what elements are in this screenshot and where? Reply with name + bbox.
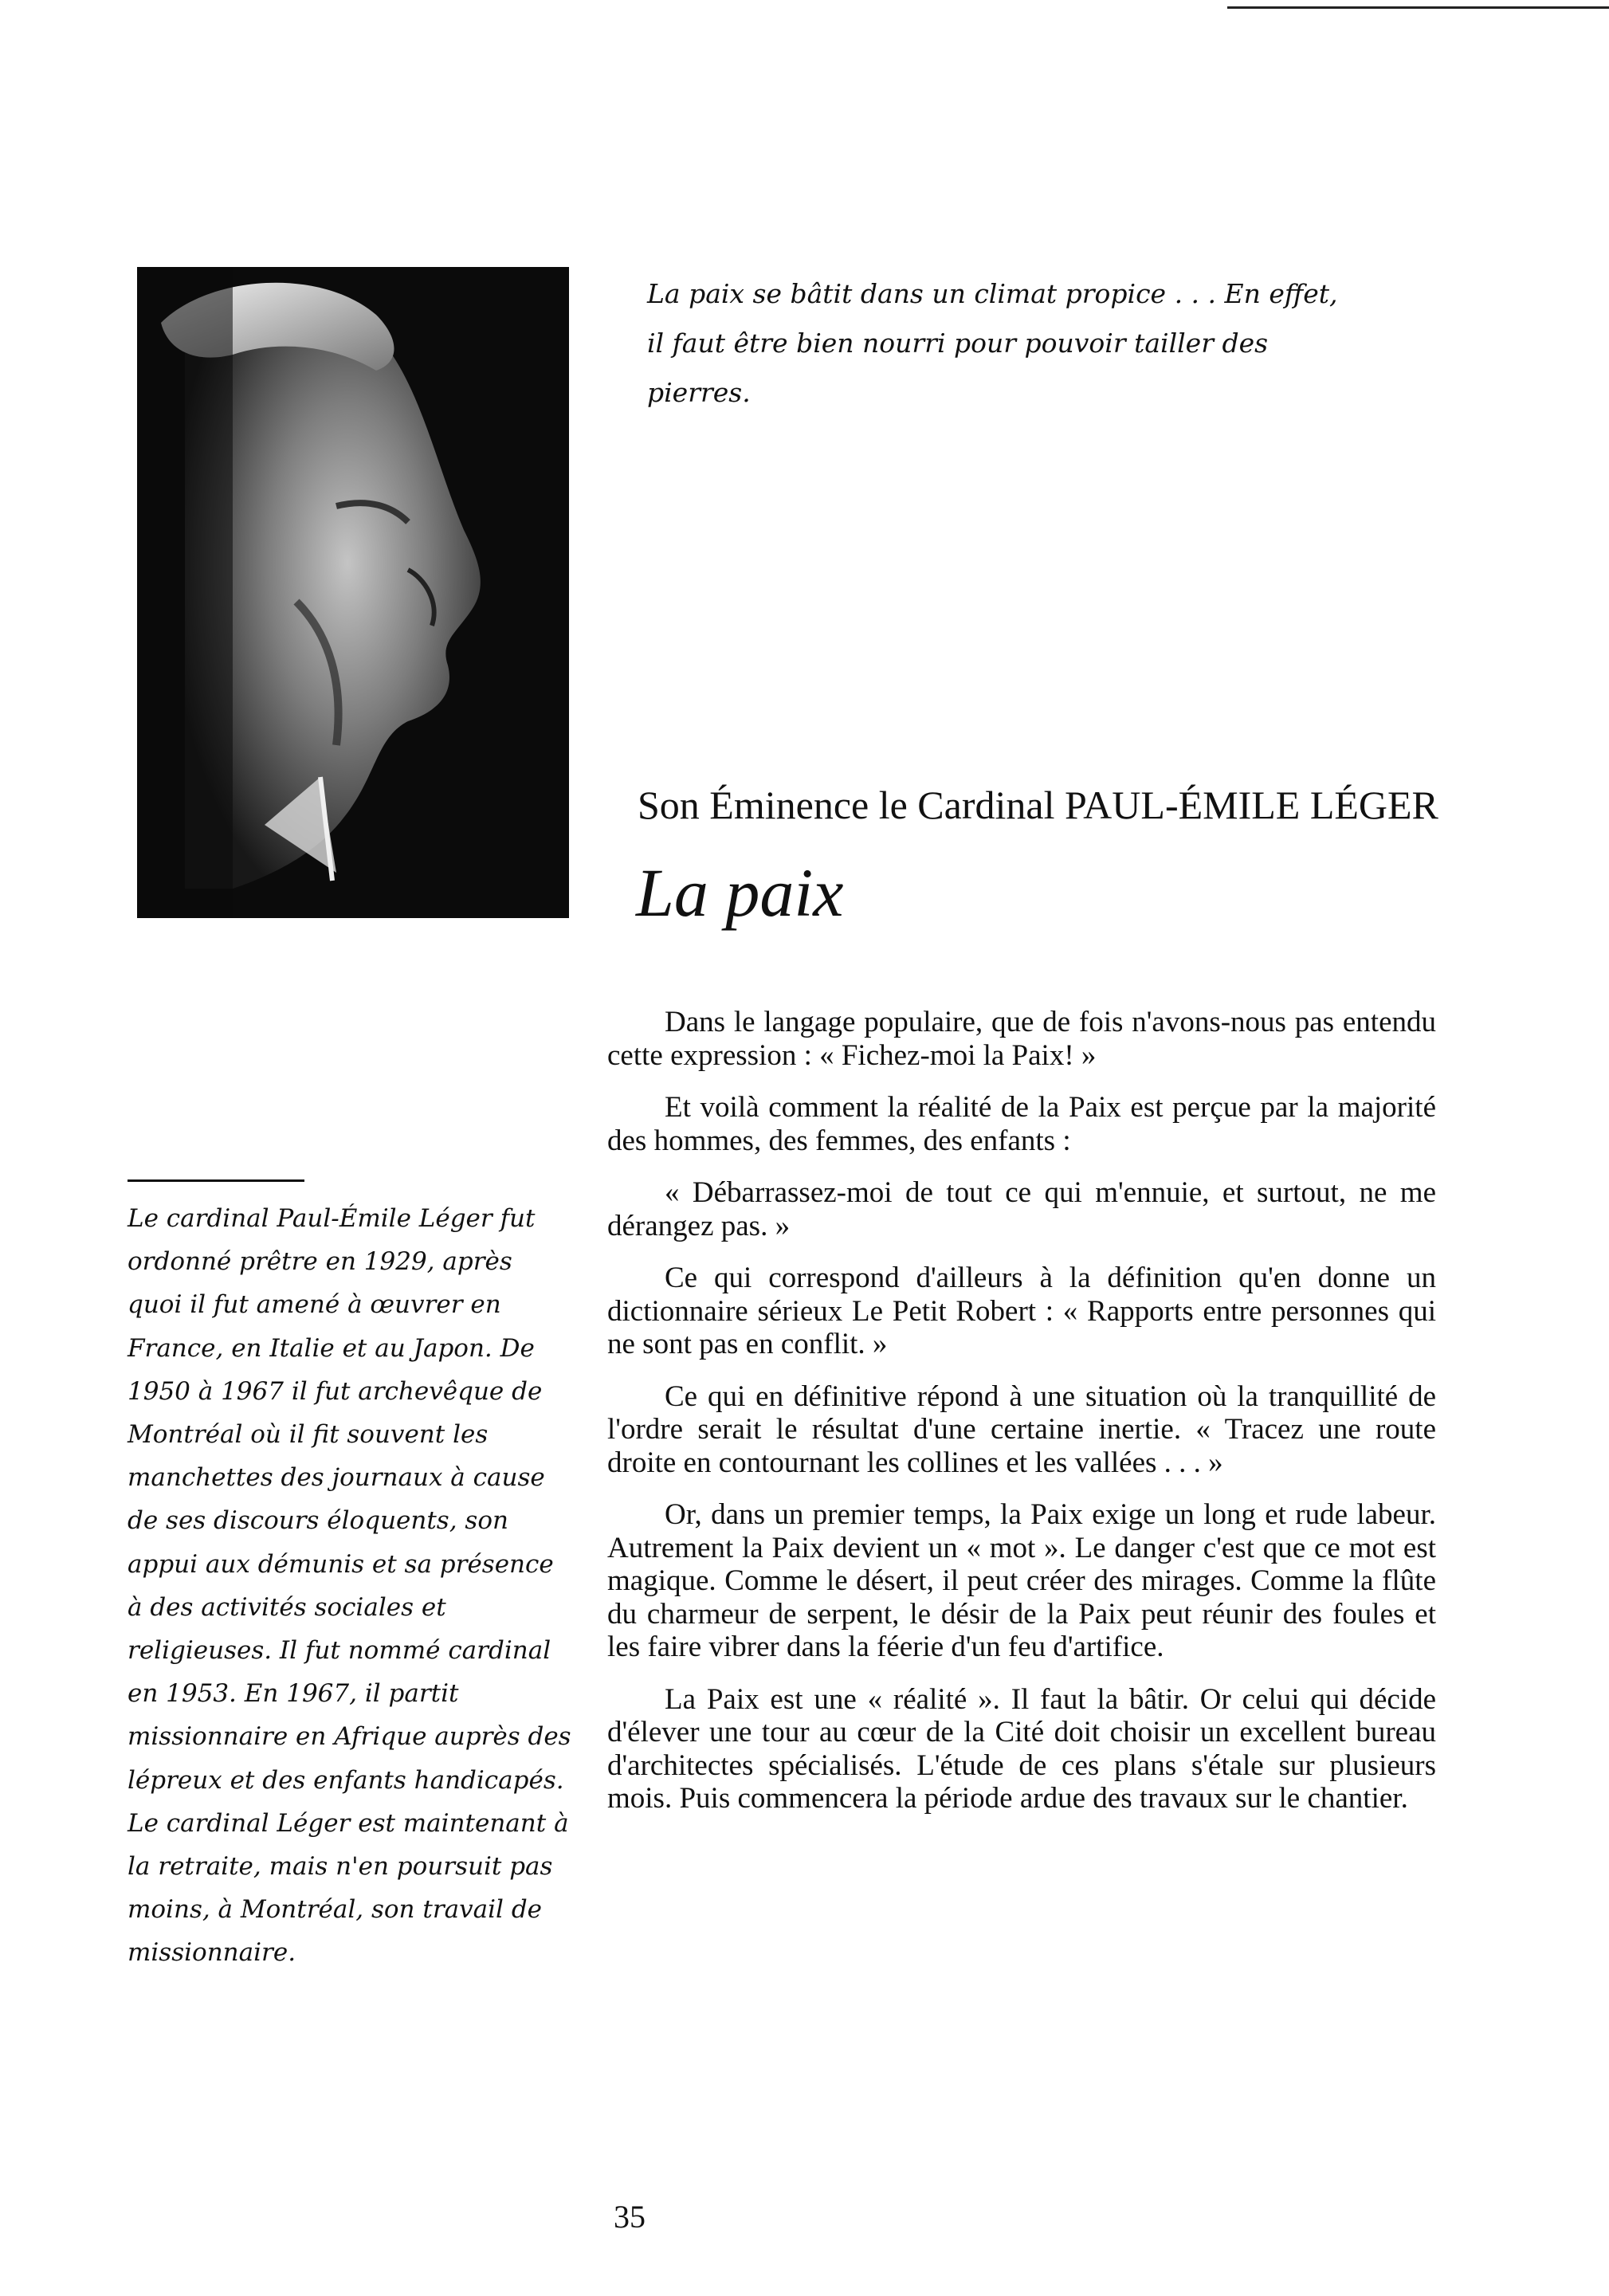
author-byline: Son Éminence le Cardinal PAUL-ÉMILE LÉGER (638, 783, 1438, 827)
article-title: La paix (636, 854, 844, 931)
body-paragraph: Ce qui correspond d'ailleurs à la définition qu'en donne un dictionnaire sérieux Le Petit Robert : « Rapports entre personnes qui ne sont pas en conflit. » (607, 1262, 1436, 1360)
bio-separator-rule (128, 1179, 304, 1182)
portrait-photo-drawing (137, 267, 569, 918)
body-paragraph: Ce qui en définitive répond à une situation où la tranquillité de l'ordre serait le résultat d'une certaine inertie. « Tracez une route droite en contournant les collines et les vallées . . . » (607, 1380, 1436, 1479)
author-biography: Le cardinal Paul-Émile Léger fut ordonné prêtre en 1929, après quoi il fut amené à œuvrer en France, en Italie et au Japon. De 1950 à 1967 il fut archevêque de Montréal où il fit souvent les manchettes des journaux à cause de ses discours éloquents, son appui aux démunis et sa présence à des activités sociales et religieuses. Il fut nommé cardinal en 1953. En 1967, il partit missionnaire en Afrique auprès des lépreux et des enfants handicapés. Le cardinal Léger est maintenant à la retraite, mais n'en poursuit pas moins, à Montréal, son travail de missionnaire. (128, 1204, 571, 1968)
body-paragraph: « Débarrassez-moi de tout ce qui m'ennuie, et surtout, ne me dérangez pas. » (607, 1176, 1436, 1242)
body-paragraph: Or, dans un premier temps, la Paix exige un long et rude labeur. Autrement la Paix devient un « mot ». Le danger c'est que ce mot est magique. Comme le désert, il peut créer des mirages. Comme la flûte du charmeur de serpent, le désir de la Paix peut réunir des foules et les faire vibrer dans la féerie d'un feu d'artifice. (607, 1498, 1436, 1663)
top-edge-rule (1227, 6, 1609, 9)
portrait-photo (137, 267, 569, 918)
body-paragraph: La Paix est une « réalité ». Il faut la bâtir. Or celui qui décide d'élever une tour au cœur de la Cité doit choisir un excellent bureau d'architectes spécialisés. L'étude de ces plans s'étale sur plusieurs mois. Puis commencera la période ardue des travaux sur le chantier. (607, 1682, 1436, 1815)
body-paragraph: Dans le langage populaire, que de fois n'avons-nous pas entendu cette expression : « Fichez-moi la Paix! » (607, 1006, 1436, 1072)
page-number: 35 (614, 2199, 646, 2235)
body-paragraph: Et voilà comment la réalité de la Paix est perçue par la majorité des hommes, des femmes, des enfants : (607, 1091, 1436, 1157)
article-body (607, 1006, 1436, 1835)
epigraph-quote: La paix se bâtit dans un climat propice . . . En effet, il faut être bien nourri pour pouvoir tailler des pierres. (647, 278, 1338, 408)
